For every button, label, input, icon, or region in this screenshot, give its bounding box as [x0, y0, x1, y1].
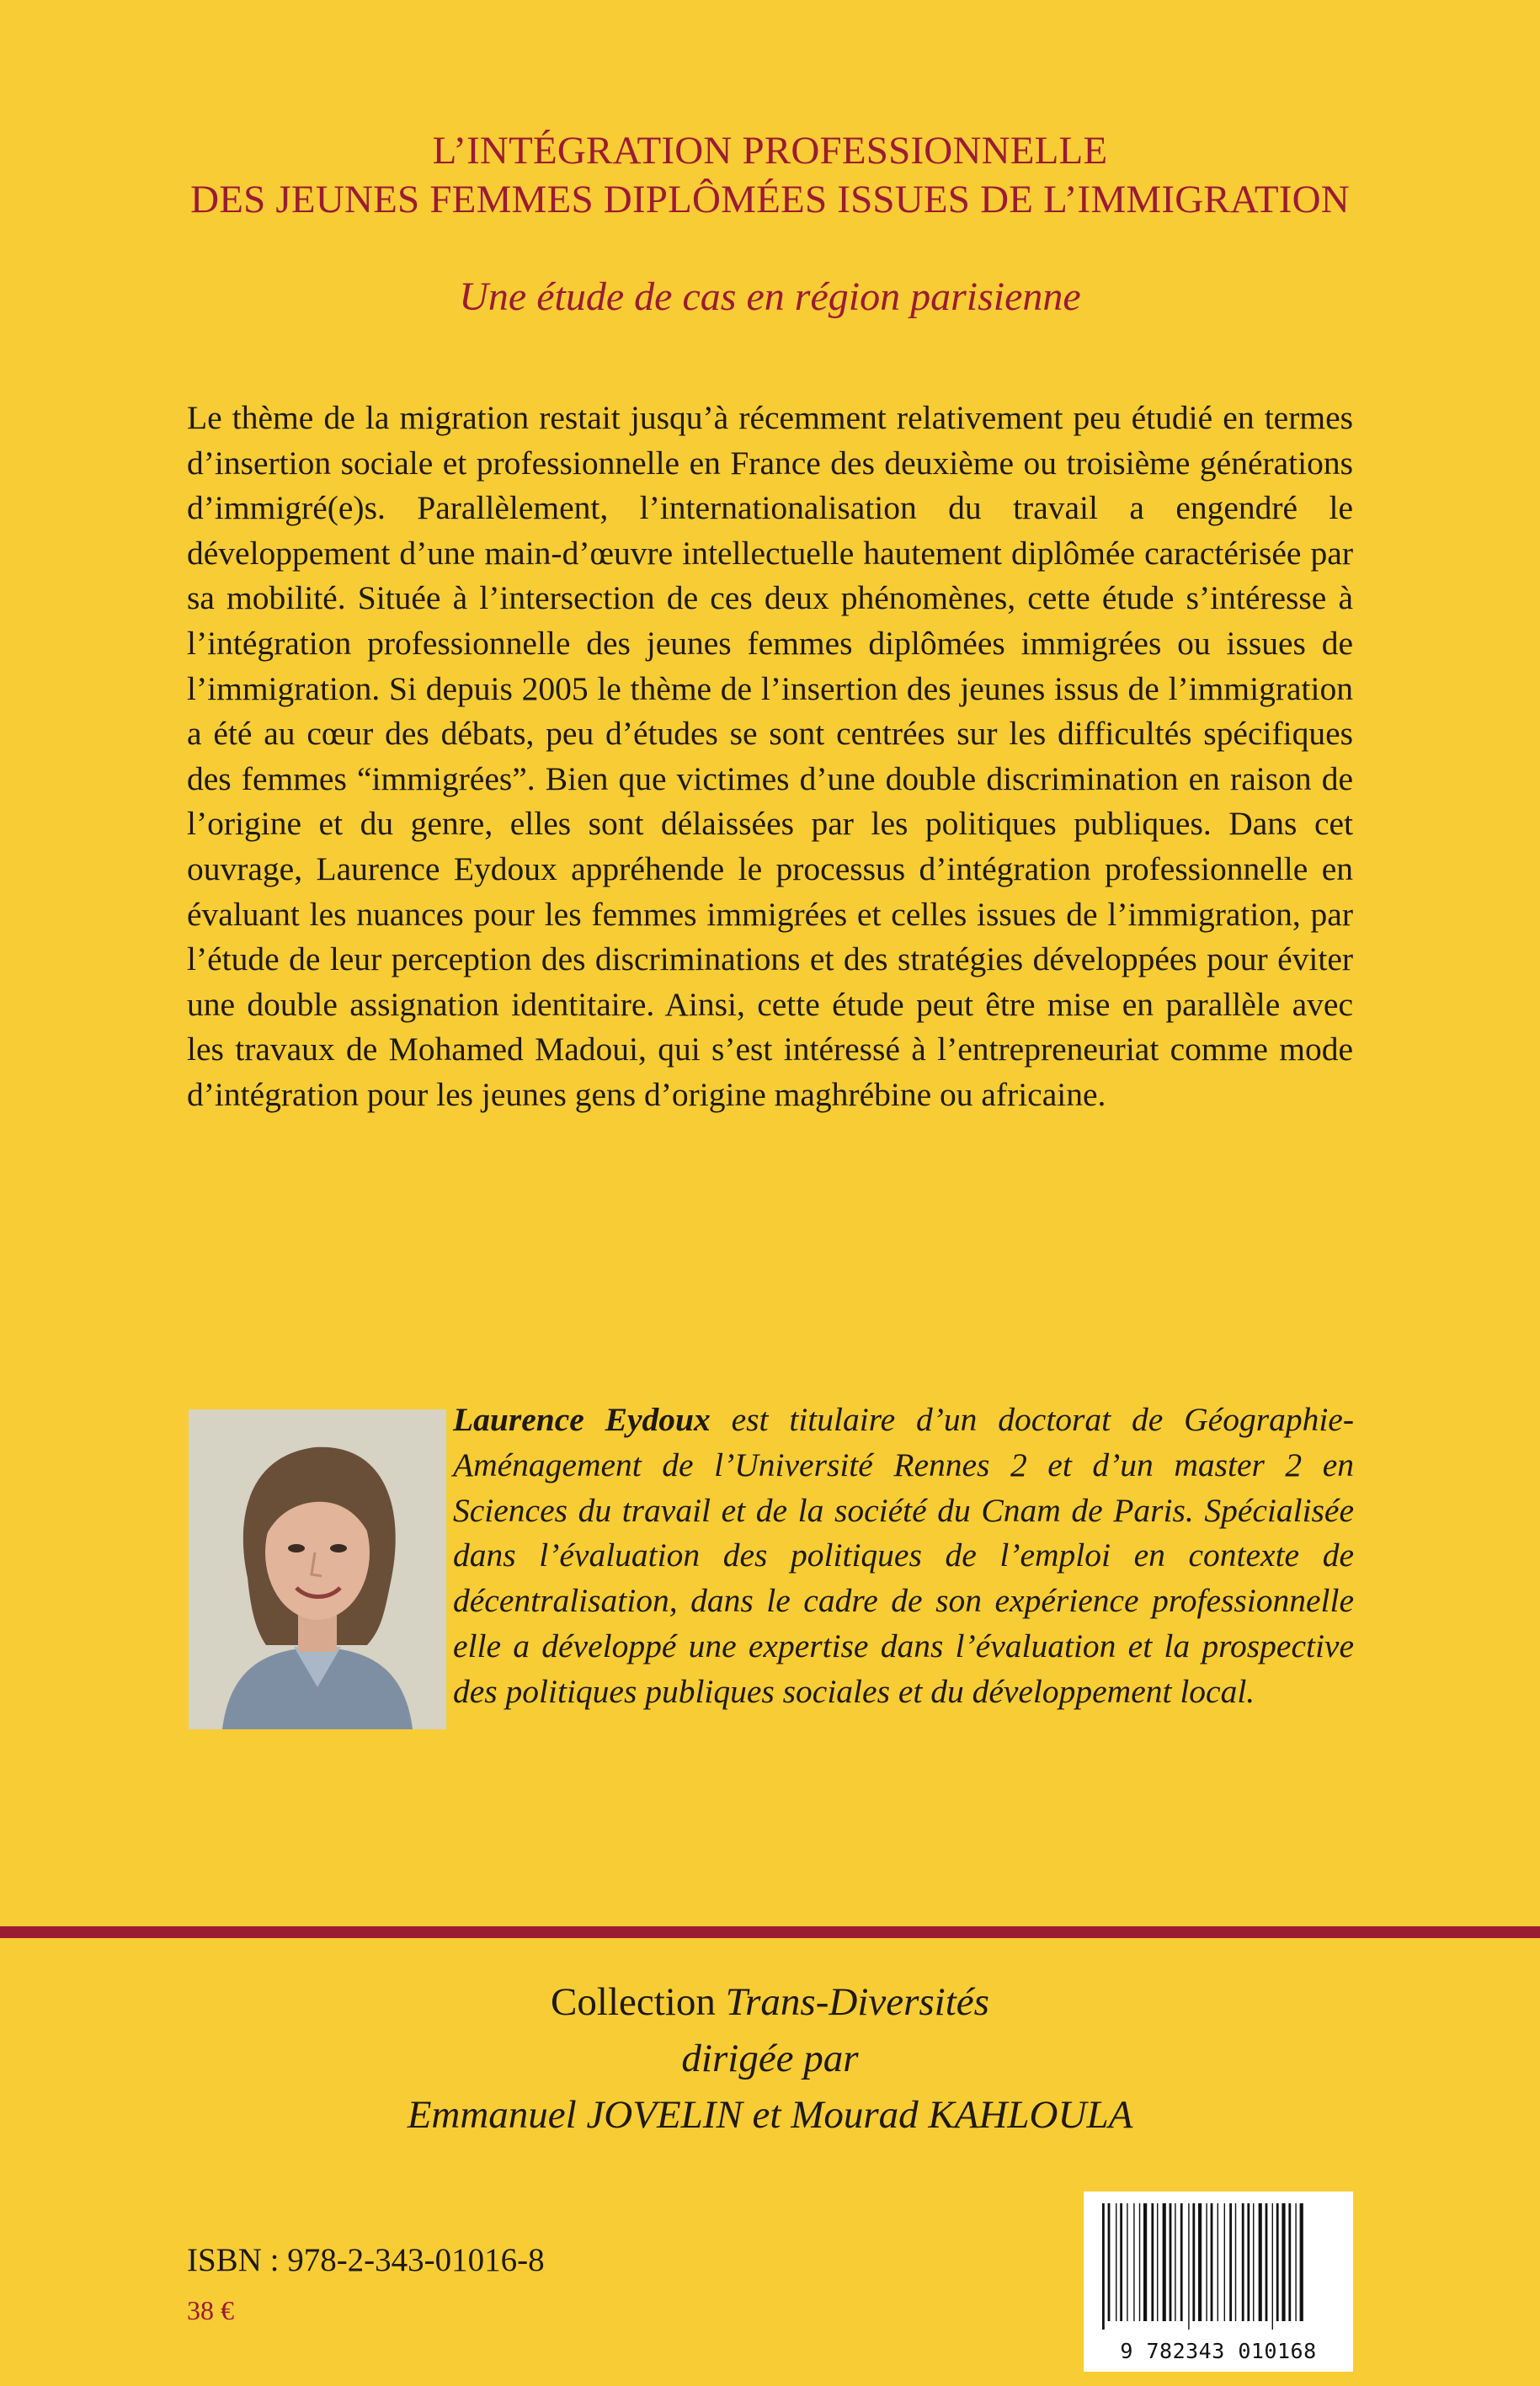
collection-editors: Emmanuel JOVELIN et Mourad KAHLOULA — [407, 2093, 1133, 2137]
barcode-bar — [1120, 2203, 1122, 2321]
barcode-bar — [1151, 2203, 1154, 2321]
barcode-bar — [1139, 2203, 1140, 2321]
price: 38 € — [187, 2295, 234, 2325]
author-bio — [453, 1398, 1354, 1715]
barcode-bar — [1108, 2203, 1111, 2321]
barcode-bar — [1235, 2203, 1236, 2321]
author-portrait-image — [189, 1409, 446, 1729]
barcode-bar — [1157, 2203, 1158, 2321]
barcode-bar — [1188, 2203, 1189, 2330]
collection-info — [0, 1974, 1540, 2144]
collection-name: Trans-Diversités — [725, 1980, 989, 2024]
barcode-bar — [1282, 2203, 1285, 2321]
author-name: Laurence Eydoux — [453, 1401, 711, 1438]
barcode-bar — [1133, 2203, 1134, 2321]
barcode-bar — [1242, 2203, 1244, 2321]
barcode-bar — [1295, 2203, 1296, 2321]
barcode-bar — [1288, 2203, 1291, 2321]
author-photo — [189, 1409, 446, 1729]
barcode-bar — [1143, 2203, 1147, 2321]
book-title-line-1: L’INTÉGRATION PROFESSIONNELLE — [432, 129, 1108, 173]
barcode-bars — [1102, 2203, 1335, 2330]
barcode-bar — [1198, 2203, 1202, 2321]
collection-prefix: Collection — [551, 1980, 716, 2024]
barcode-bar — [1180, 2203, 1183, 2321]
author-bio-text: est titulaire d’un doctorat de Géographie-Aménagement de l’Université Rennes 2 et d’un master 2 en Sciences du travail et de la société du Cnam de Paris. Spécialisée dans l’évaluation des politiques de l’emploi en contexte de décentralisation, dans le cadre de son expérience professionnelle elle a développé une expertise dans l’évaluation et la prospective des politiques publiques sociales et du développement local. — [453, 1401, 1354, 1710]
barcode-bar — [1276, 2203, 1279, 2321]
barcode-bar — [1247, 2203, 1250, 2321]
barcode-bar — [1300, 2203, 1303, 2321]
barcode-bar — [1272, 2203, 1273, 2330]
barcode-bar — [1192, 2203, 1195, 2321]
book-subtitle: Une étude de cas en région parisienne — [459, 274, 1081, 319]
barcode-bar — [1266, 2203, 1268, 2321]
barcode-number: 9 782343 010168 — [1120, 2339, 1317, 2363]
barcode-bar — [1170, 2203, 1172, 2321]
collection-directed-by: dirigée par — [681, 2037, 859, 2080]
barcode-bar — [1253, 2203, 1254, 2321]
barcode-bar — [1206, 2203, 1207, 2321]
divider-rule — [0, 1926, 1540, 1938]
barcode — [1084, 2192, 1353, 2372]
book-title — [0, 126, 1540, 224]
barcode-bar — [1259, 2203, 1262, 2321]
barcode-bar — [1224, 2203, 1225, 2321]
barcode-bar — [1211, 2203, 1213, 2321]
barcode-bar — [1229, 2203, 1232, 2321]
barcode-bar — [1102, 2203, 1105, 2330]
isbn: ISBN : 978-2-343-01016-8 — [187, 2242, 545, 2278]
book-title-line-2: DES JEUNES FEMMES DIPLÔMÉES ISSUES DE L’IMMIGRATION — [190, 178, 1350, 221]
collection-line — [0, 1974, 1540, 2031]
barcode-bar — [1163, 2203, 1166, 2321]
book-summary: Le thème de la migration restait jusqu’à récemment relativement peu étudié en termes d’insertion sociale et professionnelle en France des deuxième ou troisième générations d’immigré(e)s. Parallèlement, l’internationalisation du travail a engendré le développement d’une main-d’œuvre intellectuelle hautement diplômée caractérisée par sa mobilité. Située à l’intersection de ces deux phénomènes, cette étude s’intéresse à l’intégration professionnelle des jeunes femmes diplômées immigrées ou issues de l’immigration. Si depuis 2005 le thème de l’insertion des jeunes issus de l’immigration a été au cœur des débats, peu d’études se sont centrées sur les difficultés spécifiques des femmes “immigrées”. Bien que victimes d’une double discrimination en raison de l’origine et du genre, elles sont délaissées par les politiques publiques. Dans cet ouvrage, Laurence Eydoux appréhende le processus d’intégration professionnelle en évaluant les nuances pour les femmes immigrées et celles issues de l’immigration, par l’étude de leur perception des discriminations et des stratégies développées pour éviter une double assignation identitaire. Ainsi, cette étude peut être mise en parallèle avec les travaux de Mohamed Madoui, qui s’est intéressé à l’entrepreneuriat comme mode d’intégration pour les jeunes gens d’origine maghrébine ou africaine. — [187, 399, 1353, 1113]
